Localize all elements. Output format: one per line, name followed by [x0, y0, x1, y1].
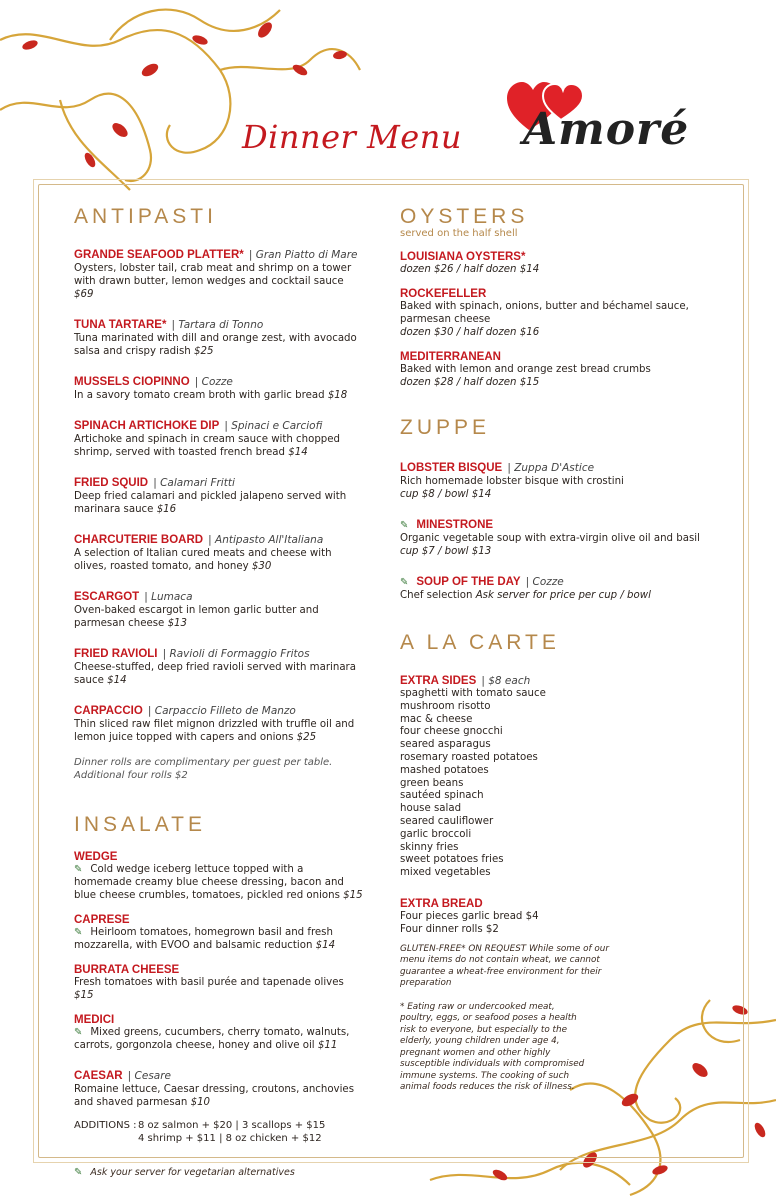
item-name: MUSSELS CIOPINNO	[74, 376, 190, 388]
page-title: Dinner Menu	[242, 118, 462, 156]
item-desc: Romaine lettuce, Caesar dressing, croutons, anchovies and shaved parmesan	[74, 1084, 354, 1108]
item-desc: Oysters, lobster tail, crab meat and shrimp on a tower with drawn butter, lemon wedges and cocktail sauce	[74, 263, 352, 287]
bread-item: Four pieces garlic bread $4	[400, 910, 539, 922]
additions-label: ADDITIONS :	[74, 1120, 137, 1131]
item-desc: Heirloom tomatoes, homegrown basil and fresh mozzarella, with EVOO and balsamic reduction	[74, 927, 333, 951]
menu-item	[74, 243, 364, 301]
alacarte-block	[400, 669, 700, 1094]
gluten-note: GLUTEN-FREE* ON REQUEST While some of our menu items do not contain wheat, we cannot guarantee a wheat-free environment for their preparation	[400, 943, 609, 989]
item-price: $14	[107, 675, 127, 686]
item-desc: Oven-baked escargot in lemon garlic butter and parmesan cheese	[74, 605, 319, 629]
item-price: $14	[315, 940, 336, 951]
item-alt-name: | Calamari Fritti	[153, 477, 235, 489]
menu-item	[74, 1064, 364, 1109]
item-price: Ask server for price per cup / bowl	[475, 590, 651, 601]
item-desc: Fresh tomatoes with basil purée and tapenade olives	[74, 977, 344, 988]
insalate-list	[74, 851, 364, 1180]
sides-price: | $8 each	[481, 675, 531, 687]
side-item: mushroom risotto	[400, 700, 491, 712]
item-price: $15	[74, 990, 94, 1001]
item-price: $13	[167, 618, 188, 629]
side-item: garlic broccoli	[400, 828, 472, 840]
left-column	[74, 200, 364, 1180]
leaf-icon: ✎	[400, 520, 409, 531]
right-column	[400, 200, 700, 1094]
menu-item	[74, 471, 364, 516]
item-name: LOUISIANA OYSTERS*	[400, 251, 526, 263]
item-desc: Cheese-stuffed, deep fried ravioli served with marinara sauce	[74, 662, 356, 686]
side-item: four cheese gnocchi	[400, 726, 503, 738]
leaf-icon: ✎	[74, 927, 83, 938]
item-alt-name: | Antipasto All'Italiana	[208, 534, 324, 546]
item-alt-name: | Spinaci e Carciofi	[224, 420, 323, 432]
item-desc: Cold wedge iceberg lettuce topped with a homemade creamy blue cheese dressing, bacon and blue cheese crumbles, tomatoes, pickled red onions	[74, 864, 344, 901]
item-price: $69	[74, 289, 94, 300]
item-price: dozen $26 / half dozen $14	[400, 264, 540, 275]
menu-item	[400, 570, 700, 602]
item-alt-name: | Lumaca	[144, 591, 193, 603]
menu-item	[400, 288, 700, 339]
section-heading-antipasti: ANTIPASTI	[74, 205, 217, 228]
side-item: green beans	[400, 777, 464, 789]
antipasti-list	[74, 243, 364, 782]
item-name: MEDITERRANEAN	[400, 351, 501, 363]
item-alt-name: | Carpaccio Filleto de Manzo	[147, 705, 296, 717]
item-name: CAPRESE	[74, 914, 130, 926]
menu-item	[400, 456, 700, 501]
item-price: cup $7 / bowl $13	[400, 546, 492, 557]
side-item: sweet potatoes fries	[400, 854, 504, 866]
item-name: FRIED SQUID	[74, 477, 149, 489]
bread-item: Four dinner rolls $2	[400, 923, 499, 935]
leaf-icon: ✎	[74, 864, 83, 875]
item-name: WEDGE	[74, 851, 118, 863]
item-price: $18	[327, 390, 348, 401]
item-alt-name: | Cozze	[525, 576, 564, 588]
item-price: $16	[156, 504, 177, 515]
veg-note-text: Ask your server for vegetarian alternatives	[90, 1167, 295, 1178]
veg-note	[74, 1167, 364, 1180]
item-price: $30	[251, 561, 272, 572]
item-desc: Thin sliced raw filet mignon drizzled with truffle oil and lemon juice topped with capers and onions	[74, 719, 355, 743]
side-item: seared asparagus	[400, 739, 491, 751]
item-desc: Mixed greens, cucumbers, cherry tomato, walnuts, carrots, gorgonzola cheese, honey and olive oil	[74, 1027, 350, 1051]
item-alt-name: | Ravioli di Formaggio Fritos	[162, 648, 310, 660]
side-item: skinny fries	[400, 841, 459, 853]
sides-title: EXTRA SIDES	[400, 675, 477, 687]
item-name: SPINACH ARTICHOKE DIP	[74, 420, 220, 432]
menu-item	[74, 370, 364, 402]
item-name: LOBSTER BISQUE	[400, 462, 503, 474]
item-name: FRIED RAVIOLI	[74, 648, 158, 660]
menu-item	[400, 251, 700, 276]
item-price: $11	[317, 1040, 338, 1051]
leaf-icon: ✎	[74, 1167, 83, 1178]
item-desc: Artichoke and spinach in cream sauce with chopped shrimp, served with toasted french bread	[74, 434, 341, 458]
item-desc: Baked with lemon and orange zest bread crumbs	[400, 364, 651, 375]
menu-item	[400, 351, 700, 389]
item-alt-name: | Zuppa D'Astice	[507, 462, 595, 474]
item-desc: Organic vegetable soup with extra-virgin olive oil and basil	[400, 533, 700, 544]
item-desc: Rich homemade lobster bisque with crostini	[400, 476, 624, 487]
section-heading-alacarte: A LA CARTE	[400, 631, 560, 654]
item-price: dozen $30 / half dozen $16	[400, 327, 540, 338]
item-name: MINESTRONE	[416, 519, 494, 531]
item-name: CHARCUTERIE BOARD	[74, 534, 204, 546]
floral-decoration-top-left	[0, 0, 380, 200]
side-item: mac & cheese	[400, 713, 473, 725]
item-name: MEDICI	[74, 1014, 115, 1026]
additions	[74, 1119, 364, 1145]
oysters-list	[400, 251, 700, 389]
menu-item	[400, 513, 700, 558]
additions-line: 8 oz salmon + $20 | 3 scallops + $15	[138, 1120, 326, 1131]
item-price: $14	[288, 447, 308, 458]
menu-item	[74, 851, 364, 902]
item-name: BURRATA CHEESE	[74, 964, 180, 976]
item-alt-name: | Cozze	[194, 376, 233, 388]
item-desc: A selection of Italian cured meats and cheese with olives, roasted tomato, and honey	[74, 548, 332, 572]
leaf-icon: ✎	[74, 1027, 83, 1038]
item-name: ROCKEFELLER	[400, 288, 487, 300]
item-price: $25	[296, 732, 317, 743]
item-desc: Tuna marinated with dill and orange zest, with avocado salsa and crispy radish	[74, 333, 357, 357]
item-price: $25	[193, 346, 214, 357]
item-price: $10	[190, 1097, 211, 1108]
menu-item	[74, 1014, 364, 1052]
zuppe-list	[400, 456, 700, 602]
raw-food-note: * Eating raw or undercooked meat, poultry, eggs, or seafood poses a health risk to everyone, but especially to the elderly, young children under age 4, pregnant women and other highly susceptible individuals with compromised immune systems. The cooking of such animal foods reduces the risk of illness.	[400, 1001, 585, 1093]
side-item: spaghetti with tomato sauce	[400, 688, 546, 699]
item-name: CARPACCIO	[74, 705, 143, 717]
menu-item	[74, 528, 364, 573]
side-item: rosemary roasted potatoes	[400, 751, 538, 763]
item-alt-name: | Tartara di Tonno	[171, 319, 264, 331]
menu-item	[74, 313, 364, 358]
side-item: house salad	[400, 803, 462, 815]
extra-bread	[400, 898, 700, 936]
menu-item	[74, 699, 364, 744]
logo	[505, 80, 717, 160]
item-alt-name: | Cesare	[127, 1070, 172, 1082]
bread-title: EXTRA BREAD	[400, 897, 483, 910]
item-name: GRANDE SEAFOOD PLATTER*	[74, 249, 244, 261]
section-heading-insalate: INSALATE	[74, 813, 206, 836]
section-heading-zuppe: ZUPPE	[400, 416, 491, 439]
menu-item	[74, 414, 364, 459]
logo-text: Amoré	[523, 104, 690, 155]
item-name: CAESAR	[74, 1070, 123, 1082]
menu-item	[74, 964, 364, 1002]
item-price: dozen $28 / half dozen $15	[400, 377, 540, 388]
sides-list	[400, 688, 700, 880]
side-item: mixed vegetables	[400, 867, 491, 879]
item-desc: In a savory tomato cream broth with garlic bread	[74, 390, 325, 401]
rolls-note: Dinner rolls are complimentary per guest per table. Additional four rolls $2	[74, 757, 333, 781]
item-name: SOUP OF THE DAY	[416, 576, 521, 588]
menu-item	[74, 642, 364, 687]
side-item: seared cauliflower	[400, 815, 494, 827]
item-name: ESCARGOT	[74, 591, 140, 603]
additions-line: 4 shrimp + $11 | 8 oz chicken + $12	[138, 1133, 322, 1144]
menu-item	[74, 914, 364, 952]
oysters-subnote: served on the half shell	[400, 228, 518, 239]
item-alt-name: | Gran Piatto di Mare	[248, 249, 358, 261]
section-heading-oysters: OYSTERS	[400, 205, 529, 228]
item-desc: Deep fried calamari and pickled jalapeno served with marinara sauce	[74, 491, 347, 515]
side-item: mashed potatoes	[400, 764, 489, 776]
leaf-icon: ✎	[400, 577, 409, 588]
item-price: $15	[343, 890, 363, 901]
menu-item	[74, 585, 364, 630]
item-desc: Chef selection	[400, 590, 473, 601]
item-desc: Baked with spinach, onions, butter and béchamel sauce, parmesan cheese	[400, 301, 689, 325]
side-item: sautéed spinach	[400, 790, 484, 802]
item-name: TUNA TARTARE*	[74, 319, 167, 331]
item-price: cup $8 / bowl $14	[400, 489, 492, 500]
